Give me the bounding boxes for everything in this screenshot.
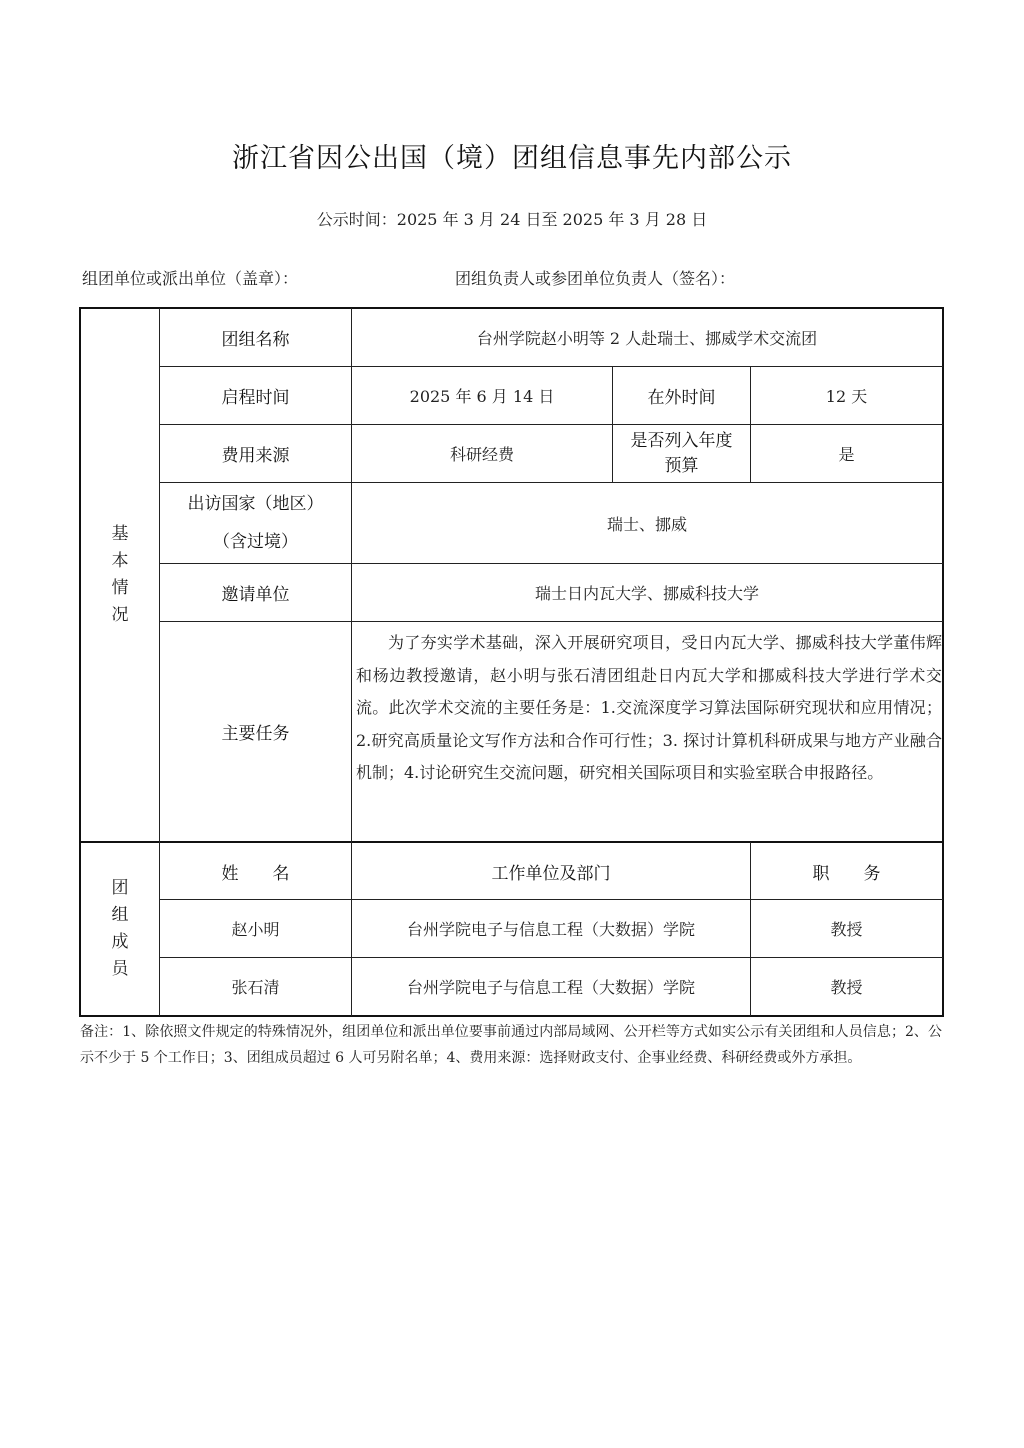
countries-value: 瑞士、挪威 bbox=[606, 514, 687, 534]
members-label-char: 员 bbox=[111, 959, 129, 979]
basic-info-section-label bbox=[81, 309, 159, 841]
members-label-char: 团 bbox=[111, 878, 129, 898]
members-label-char: 成 bbox=[111, 932, 129, 952]
countries-label-line: （含过境） bbox=[213, 532, 298, 552]
inviter-label: 邀请单位 bbox=[221, 585, 290, 605]
tasks-value: 为了夯实学术基础，深入开展研究项目，受日内瓦大学、挪威科技大学董伟辉和杨边教授邀请，赵小明与张石清团组赴日内瓦大学和挪威科技大学进行学术交流。此次学术交流的主要任务是：1.交流深度学习算法国际研究现状和应用情况；2.研究高质量论文写作方法和合作可行性；3. 探讨计算机科研成果与地方产业融合机制；4.讨论研究生交流问题，研究相关国际项目和实验室联合申报路径。 bbox=[356, 633, 942, 782]
funding-value: 科研经费 bbox=[449, 445, 514, 464]
members-section-label bbox=[81, 843, 159, 1015]
member-name: 张石清 bbox=[231, 978, 280, 997]
budget-value: 是 bbox=[838, 445, 855, 464]
notice-time: 公示时间：2025 年 3 月 24 日至 2025 年 3 月 28 日 bbox=[316, 210, 708, 229]
countries-label bbox=[160, 483, 351, 563]
group-name-label: 团组名称 bbox=[221, 330, 290, 350]
member-unit: 台州学院电子与信息工程（大数据）学院 bbox=[406, 978, 695, 997]
leader-signature-label: 团组负责人或参团单位负责人（签名）： bbox=[455, 269, 736, 288]
org-unit-seal-label: 组团单位或派出单位（盖章）： bbox=[82, 269, 299, 288]
member-unit-header: 工作单位及部门 bbox=[491, 863, 611, 884]
budget-label-line: 是否列入年度 bbox=[630, 430, 733, 451]
page-title: 浙江省因公出国（境）团组信息事先内部公示 bbox=[232, 143, 792, 174]
departure-label: 启程时间 bbox=[221, 388, 290, 408]
remarks-note: 备注：1、除依照文件规定的特殊情况外，组团单位和派出单位要事前通过内部局域网、公开栏等方式如实公示有关团组和人员信息；2、公示不少于 5 个工作日；3、团组成员超过 6 人可另附名单；4、费用来源：选择财政支付、企事业经费、科研经费或外方承担。 bbox=[80, 1024, 942, 1066]
member-unit: 台州学院电子与信息工程（大数据）学院 bbox=[406, 920, 695, 939]
departure-value: 2025 年 6 月 14 日 bbox=[409, 387, 555, 406]
member-title: 教授 bbox=[830, 920, 863, 939]
tasks-label: 主要任务 bbox=[221, 724, 290, 744]
group-name-value: 台州学院赵小明等 2 人赴瑞士、挪威学术交流团 bbox=[476, 329, 818, 348]
member-title-header: 职 务 bbox=[812, 863, 881, 884]
member-title: 教授 bbox=[830, 978, 863, 997]
members-label-char: 组 bbox=[111, 905, 129, 925]
budget-label-line: 预算 bbox=[664, 455, 699, 476]
duration-label: 在外时间 bbox=[647, 388, 716, 408]
basic-info-label-char: 情 bbox=[111, 578, 129, 598]
member-name: 赵小明 bbox=[231, 920, 280, 939]
inviter-value: 瑞士日内瓦大学、挪威科技大学 bbox=[534, 584, 759, 603]
countries-label-line: 出访国家（地区） bbox=[187, 494, 324, 514]
member-name-header: 姓 名 bbox=[221, 863, 290, 884]
basic-info-label-char: 况 bbox=[111, 605, 129, 625]
duration-value: 12 天 bbox=[825, 387, 868, 406]
basic-info-label-char: 基 bbox=[111, 524, 129, 544]
budget-label bbox=[613, 425, 750, 482]
funding-label: 费用来源 bbox=[221, 446, 290, 466]
basic-info-label-char: 本 bbox=[111, 551, 129, 571]
